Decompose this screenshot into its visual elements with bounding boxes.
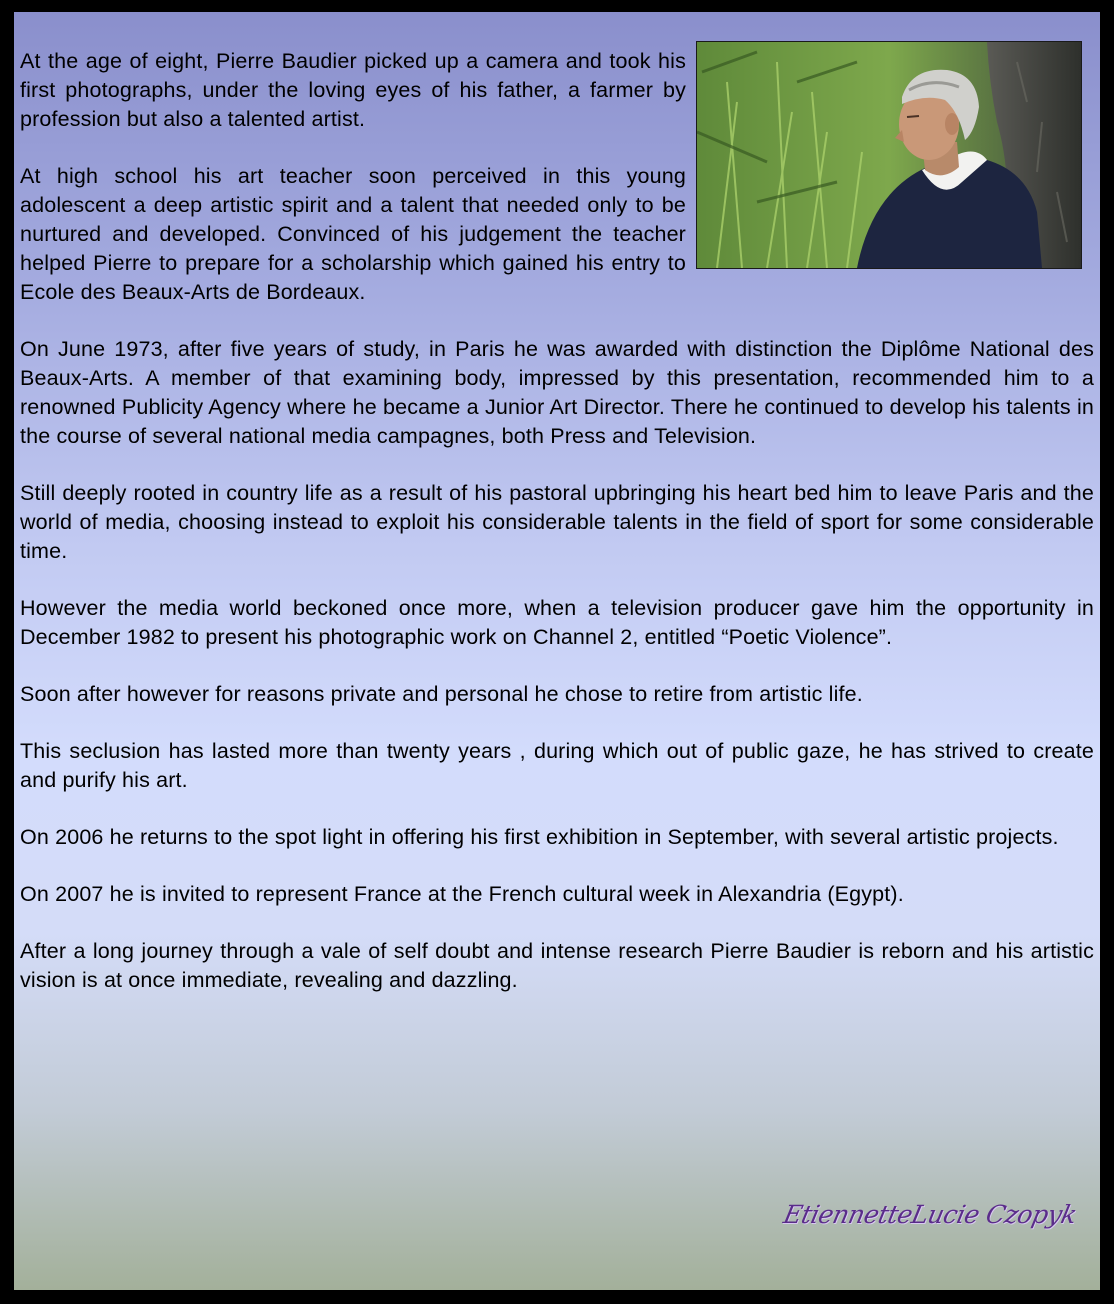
- paragraph-7: This seclusion has lasted more than twenty years , during which out of public gaze, he has strived to create and purify his art.: [20, 739, 1094, 792]
- portrait-photo: [696, 41, 1082, 269]
- paragraph-5: However the media world beckoned once more, when a television producer gave him the opportunity in December 1982 to present his photographic work on Channel 2, entitled “Poetic Violence”.: [20, 596, 1094, 649]
- paragraph-6: Soon after however for reasons private and personal he chose to retire from artistic life.: [20, 682, 863, 706]
- page-frame: [14, 12, 1100, 1290]
- paragraph-9: On 2007 he is invited to represent France at the French cultural week in Alexandria (Egypt).: [20, 882, 904, 906]
- paragraph-4: Still deeply rooted in country life as a result of his pastoral upbringing his heart bed him to leave Paris and the world of media, choosing instead to exploit his considerable talents in the field of sport for some considerable time.: [20, 481, 1094, 563]
- paragraph-10: After a long journey through a vale of self doubt and intense research Pierre Baudier is reborn and his artistic vision is at once immediate, revealing and dazzling.: [20, 939, 1094, 992]
- paragraph-8: On 2006 he returns to the spot light in offering his first exhibition in September, with several artistic projects.: [20, 825, 1059, 849]
- paragraph-3: On June 1973, after five years of study, in Paris he was awarded with distinction the Diplôme National des Beaux-Arts. A member of that examining body, impressed by this presentation, recommended him to a renowned Publicity Agency where he became a Junior Art Director. There he continued to develop his talents in the course of several national media campagnes, both Press and Television.: [20, 337, 1094, 448]
- paragraph-2: At high school his art teacher soon perceived in this young adolescent a deep artistic spirit and a talent that needed only to be nurtured and developed. Convinced of his judgement the teacher helped Pierre to prepare for a scholarship which gained his entry to Ecole des Beaux-Arts de Bordeaux.: [20, 164, 686, 304]
- author-signature: EtiennetteLucie Czopyk: [780, 1200, 1080, 1229]
- article-body: [20, 47, 1094, 1023]
- paragraph-1: At the age of eight, Pierre Baudier picked up a camera and took his first photographs, under the loving eyes of his father, a farmer by profession but also a talented artist.: [20, 49, 686, 131]
